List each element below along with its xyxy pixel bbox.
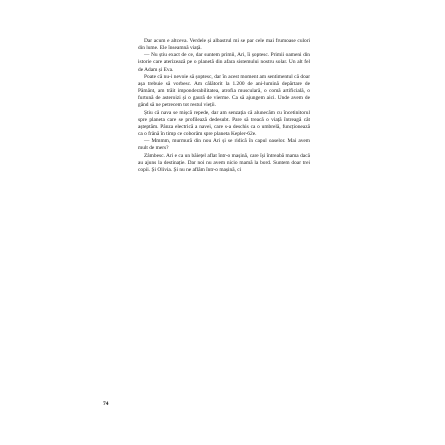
paragraph: — Mmmm, murmură din nou Ari și se ridică în capul oaselor. Mai avem mult de mers? bbox=[138, 138, 310, 152]
paragraph: Dar acum e altceva. Verdele și albastrul mi se par cele mai frumoase culori din lume. Ele înseamnă viață. bbox=[138, 38, 310, 52]
paragraph: Poate că nu-i nevoie să șoptesc, dar în acest moment am sentimentul că doar așa trebuie să vorbesc. Am călătorit la 1.200 de ani-lumină depărtare de Pământ, am trăit imponderabilitatea, atrofia musculară, o comă artificială, o furtună de asteroizi și o gaură de vierme. Ca să ajungem aici. Unde avem de gând să ne petrecem tot restul vieții. bbox=[138, 73, 310, 109]
page-number: 74 bbox=[103, 401, 109, 407]
paragraph: Știu că nava se mișcă repede, dar am senzația că alunecăm cu încetinitorul spre planeta care se profilează dedesubt. Pare să treacă o viață întreagă cât așteptăm. Pânza electrică a navei, care s-a deschis ca o umbrelă, funcționează ca o frână în timp ce coborâm spre planeta Kepler-62e. bbox=[138, 109, 310, 138]
body-text bbox=[138, 38, 310, 174]
paragraph: — Nu știu exact de ce, dar suntem primii, Ari, îi șoptesc. Primii oameni din istorie care aterizează pe o planetă din afara sistemului nostru solar. Un alt fel de Adam și Eva. bbox=[138, 52, 310, 73]
paragraph: Zâmbesc. Ari e ca un băiețel aflat într-o mașină, care își întreabă mama dacă au ajuns la destinație. Dar noi nu avem nicio mamă la bord. Suntem doar trei copii. Și Olivia. Și nu ne aflăm într-o mașină, ci bbox=[138, 152, 310, 173]
